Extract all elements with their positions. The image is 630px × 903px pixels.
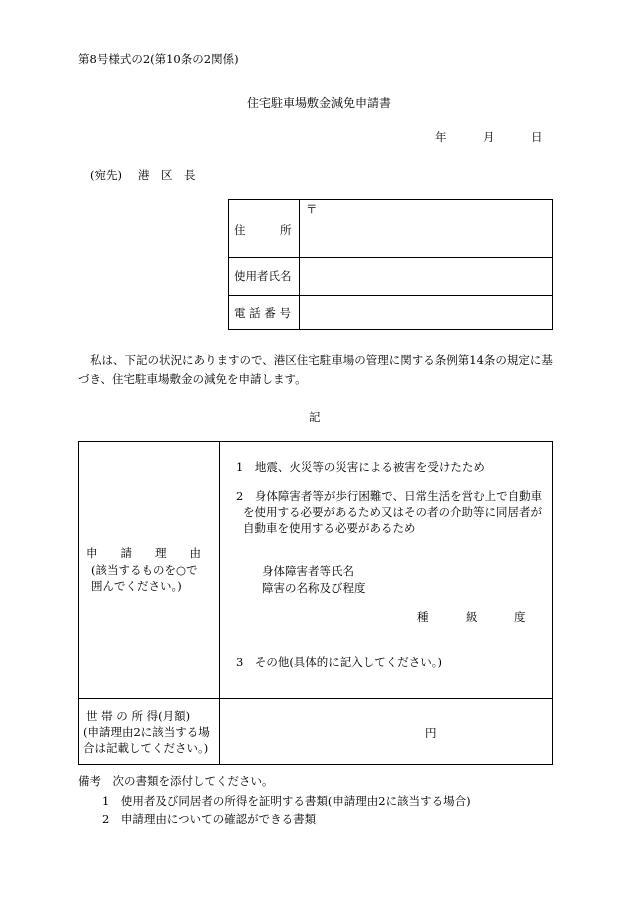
remarks-item-2: 2 申請理由についての確認ができる書類	[102, 812, 317, 826]
remarks-heading: 備考 次の書類を添付してください。	[78, 774, 274, 788]
reason-label: 申 請 理 由	[86, 546, 201, 560]
statement-line-1: 私は、下記の状況にありますので、港区住宅駐車場の管理に関する条例第14条の規定に基	[90, 353, 553, 367]
date-year-label: 年	[435, 130, 447, 144]
date-day-label: 日	[531, 130, 543, 144]
income-label: 世 帯 の 所 得(月額)	[86, 709, 191, 723]
user-name-field[interactable]	[301, 259, 551, 294]
form-number: 第8号様式の2(第10条の2関係)	[78, 52, 239, 66]
user-name-label: 使用者氏名	[234, 269, 292, 283]
date-month-label: 月	[483, 130, 495, 144]
reason-item-2-line-3: 自動車を使用する必要があるため	[243, 521, 416, 535]
phone-label: 電 話 番 号	[234, 306, 291, 320]
reason-item-2-line-2: を使用する必要があるため又はその者の介助等に同居者が	[243, 505, 542, 519]
reason-item-1[interactable]: 1 地震、火災等の災害による被害を受けたため	[236, 460, 485, 474]
income-field[interactable]	[221, 700, 551, 763]
applicant-table-divider	[299, 199, 300, 330]
income-note-2: 合は記載してください。)	[83, 741, 209, 755]
reason-item-2-line-1[interactable]: 2 身体障害者等が歩行困難で、日常生活を営む上で自動車	[236, 489, 543, 503]
phone-field[interactable]	[301, 297, 551, 328]
grade-do-label: 度	[514, 610, 526, 624]
reason-note-2: 囲んでください。)	[91, 579, 182, 593]
grade-shu-label: 種	[417, 610, 429, 624]
income-note-1: (申請理由2に該当する場	[83, 725, 210, 739]
grade-kyu-label: 級	[466, 610, 478, 624]
disability-type-label: 障害の名称及び程度	[262, 581, 366, 595]
addressee-prefix: (宛先)	[90, 168, 122, 182]
applicant-row-line-1	[228, 257, 553, 258]
address-field[interactable]	[301, 214, 551, 256]
reason-note-1: (該当するものを○で	[91, 563, 198, 577]
document-title: 住宅駐車場敷金減免申請書	[247, 96, 392, 110]
address-label: 住 所	[234, 223, 292, 237]
reason-item-3[interactable]: 3 その他(具体的に記入してください。)	[236, 655, 443, 669]
applicant-row-line-2	[228, 295, 553, 296]
reason-table-row-line	[78, 698, 553, 699]
remarks-item-1: 1 使用者及び同居者の所得を証明する書類(申請理由2に該当する場合)	[102, 794, 471, 808]
reason-table-divider	[219, 441, 220, 765]
ki-heading: 記	[309, 410, 321, 424]
disabled-person-name-label: 身体障害者等氏名	[262, 564, 354, 578]
statement-line-2: づき、住宅駐車場敷金の減免を申請します。	[78, 372, 307, 386]
yen-unit: 円	[425, 726, 437, 740]
addressee-name: 港 区 長	[138, 168, 196, 182]
postal-mark: 〒	[306, 202, 318, 216]
